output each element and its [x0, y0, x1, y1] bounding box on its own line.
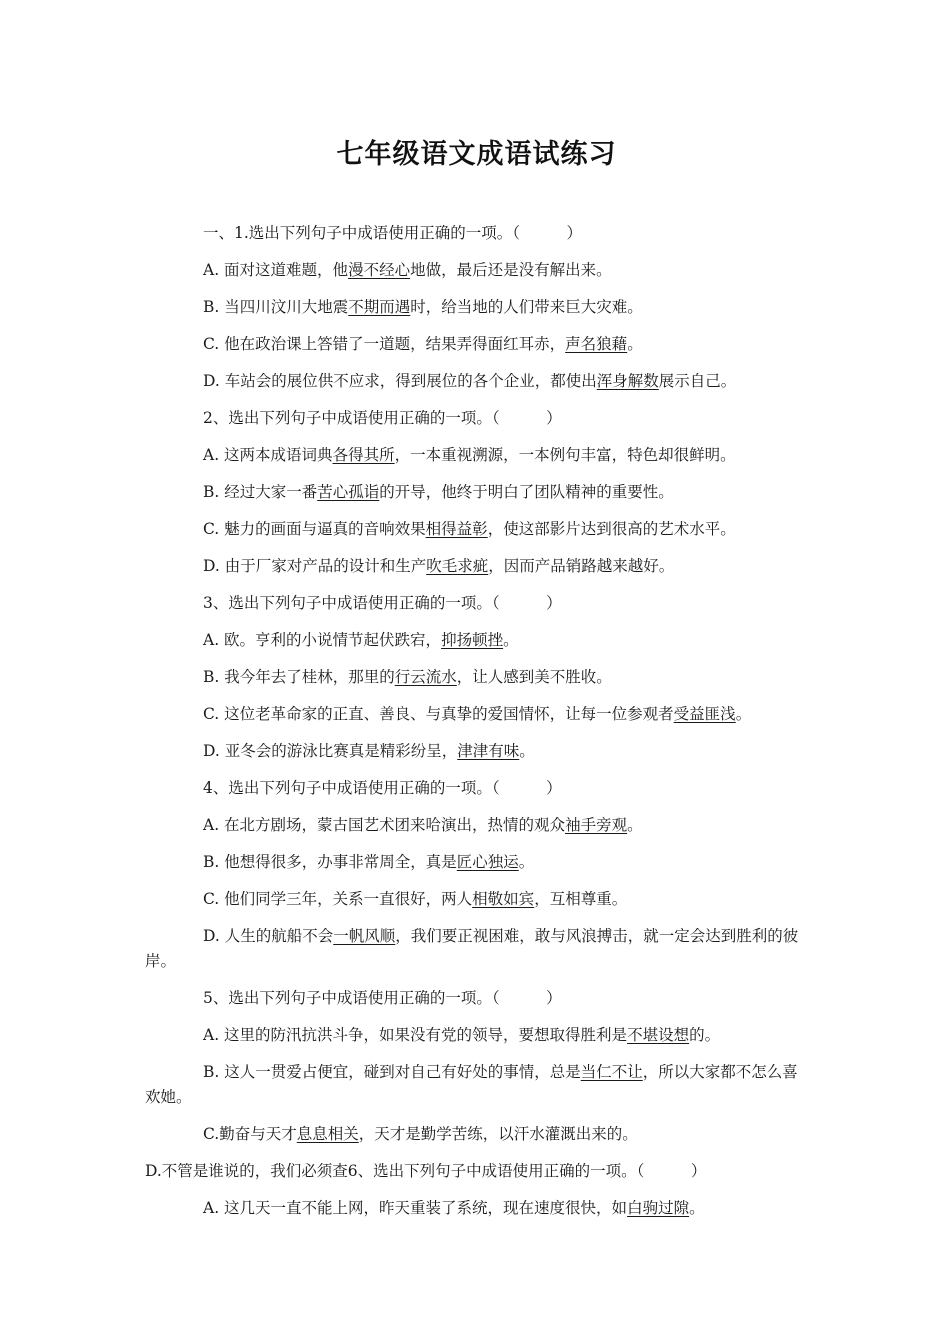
- line-text: B. 当四川汶川大地震: [203, 298, 349, 316]
- line-text: A. 在北方剧场，蒙古国艺术团来哈演出，热情的观众: [203, 816, 566, 834]
- line-text: 。: [503, 631, 519, 649]
- line-text: D. 人生的航船不会: [203, 927, 334, 945]
- question-line: [145, 665, 808, 690]
- line-text: A. 这几天一直不能上网，昨天重装了系统，现在速度很快，如: [203, 1199, 628, 1217]
- line-text: A. 这里的防汛抗洪斗争，如果没有党的领导，要想取得胜利是: [203, 1026, 628, 1044]
- line-text: ，让人感到美不胜收。: [456, 668, 612, 686]
- underlined-idiom: 浑身解数: [596, 372, 659, 390]
- underlined-idiom: 相敬如宾: [472, 890, 535, 908]
- line-text: 3、选出下列句子中成语使用正确的一项。（ ）: [203, 594, 562, 612]
- question-line: [145, 332, 808, 357]
- question-line: [145, 702, 808, 727]
- question-line: [145, 1060, 808, 1110]
- line-text: D. 亚冬会的游泳比赛真是精彩纷呈，: [203, 742, 458, 760]
- line-text: C. 他们同学三年，关系一直很好，两人: [203, 890, 473, 908]
- question-line: [145, 480, 808, 505]
- underlined-idiom: 不期而遇: [348, 298, 411, 316]
- line-text: C. 他在政治课上答错了一道题，结果弄得面红耳赤，: [203, 335, 566, 353]
- underlined-idiom: 匠心独运: [456, 853, 519, 871]
- line-text: 。: [689, 1199, 705, 1217]
- underlined-idiom: 白驹过隙: [627, 1199, 690, 1217]
- underlined-idiom: 受益匪浅: [673, 705, 736, 723]
- line-text: B. 经过大家一番: [203, 483, 318, 501]
- underlined-idiom: 各得其所: [332, 446, 395, 464]
- underlined-idiom: 袖手旁观: [565, 816, 628, 834]
- line-text: C. 魅力的画面与逼真的音响效果: [203, 520, 426, 538]
- question-line: [145, 986, 808, 1011]
- line-text: 。: [735, 705, 752, 723]
- underlined-idiom: 当仁不让: [580, 1063, 643, 1081]
- line-text: ，使这部影片达到很高的艺术水平。: [487, 520, 736, 538]
- question-list: [145, 221, 808, 1221]
- line-text: ，互相尊重。: [534, 890, 628, 908]
- line-text: 地做，最后还是没有解出来。: [410, 261, 612, 279]
- question-line: [145, 628, 808, 653]
- underlined-idiom: 漫不经心: [348, 261, 411, 279]
- question-line: [145, 1159, 808, 1184]
- line-text: C.勤奋与天才: [203, 1125, 297, 1143]
- question-line: [145, 295, 808, 320]
- line-text: 展示自己。: [658, 372, 737, 390]
- line-text: 2、选出下列句子中成语使用正确的一项。（ ）: [203, 409, 562, 427]
- line-text: 4、选出下列句子中成语使用正确的一项。（ ）: [203, 779, 562, 797]
- question-line: [145, 258, 808, 283]
- line-text: ，因而产品销路越来越好。: [488, 557, 675, 575]
- line-text: 。: [627, 816, 643, 834]
- question-line: [145, 1023, 808, 1048]
- underlined-idiom: 抑扬顿挫: [441, 631, 504, 649]
- line-text: 5、选出下列句子中成语使用正确的一项。（ ）: [203, 989, 562, 1007]
- question-line: [145, 887, 808, 912]
- question-line: [145, 554, 808, 579]
- line-text: D.不管是谁说的，我们必须查6、选出下列句子中成语使用正确的一项。（ ）: [145, 1162, 707, 1180]
- underlined-idiom: 声名狼藉: [565, 335, 628, 353]
- question-line: [145, 813, 808, 838]
- question-line: [145, 776, 808, 801]
- underlined-idiom: 不堪设想: [627, 1026, 690, 1044]
- line-text: 时，给当地的人们带来巨大灾难。: [410, 298, 643, 316]
- document-title: 七年级语文成语试练习: [336, 139, 617, 170]
- line-text: 一、1.选出下列句子中成语使用正确的一项。（ ）: [203, 224, 583, 242]
- line-text: ，所以大家都不怎么喜欢她。: [145, 1063, 798, 1106]
- line-text: 的开导，他终于明白了团队精神的重要性。: [379, 483, 674, 501]
- line-text: 的。: [689, 1026, 721, 1044]
- line-text: 。: [518, 853, 535, 871]
- line-text: 。: [519, 742, 535, 760]
- line-text: B. 我今年去了桂林，那里的: [203, 668, 395, 686]
- underlined-idiom: 行云流水: [394, 668, 457, 686]
- line-text: 。: [627, 335, 643, 353]
- line-text: A. 这两本成语词典: [203, 446, 333, 464]
- line-text: A. 面对这道难题，他: [203, 261, 349, 279]
- line-text: ，一本重视溯源，一本例句丰富，特色却很鲜明。: [394, 446, 736, 464]
- question-line: [145, 406, 808, 431]
- question-line: [145, 443, 808, 468]
- underlined-idiom: 津津有味: [457, 742, 520, 760]
- question-line: [145, 591, 808, 616]
- underlined-idiom: 苦心孤诣: [317, 483, 380, 501]
- question-line: [145, 850, 808, 875]
- line-text: D. 由于厂家对产品的设计和生产: [203, 557, 427, 575]
- question-line: [145, 517, 808, 542]
- question-line: [145, 221, 808, 246]
- question-line: [145, 1196, 808, 1221]
- line-text: C. 这位老革命家的正直、善良、与真挚的爱国情怀，让每一位参观者: [203, 705, 674, 723]
- question-line: [145, 1122, 808, 1147]
- underlined-idiom: 相得益彰: [425, 520, 488, 538]
- underlined-idiom: 吹毛求疵: [426, 557, 489, 575]
- underlined-idiom: 息息相关: [296, 1125, 359, 1143]
- line-text: ，我们要正视困难，敢与风浪搏击，就一定会达到胜利的彼岸。: [145, 927, 799, 970]
- question-line: [145, 739, 808, 764]
- question-line: [145, 369, 808, 394]
- underlined-idiom: 一帆风顺: [333, 927, 396, 945]
- line-text: B. 他想得很多，办事非常周全，真是: [203, 853, 457, 871]
- line-text: B. 这人一贯爱占便宜，碰到对自己有好处的事情，总是: [203, 1063, 581, 1081]
- line-text: ，天才是勤学苦练，以汗水灌溉出来的。: [358, 1125, 638, 1143]
- question-line: [145, 924, 808, 974]
- line-text: A. 欧。亨利的小说情节起伏跌宕，: [203, 631, 442, 649]
- line-text: D. 车站会的展位供不应求，得到展位的各个企业，都使出: [203, 372, 597, 390]
